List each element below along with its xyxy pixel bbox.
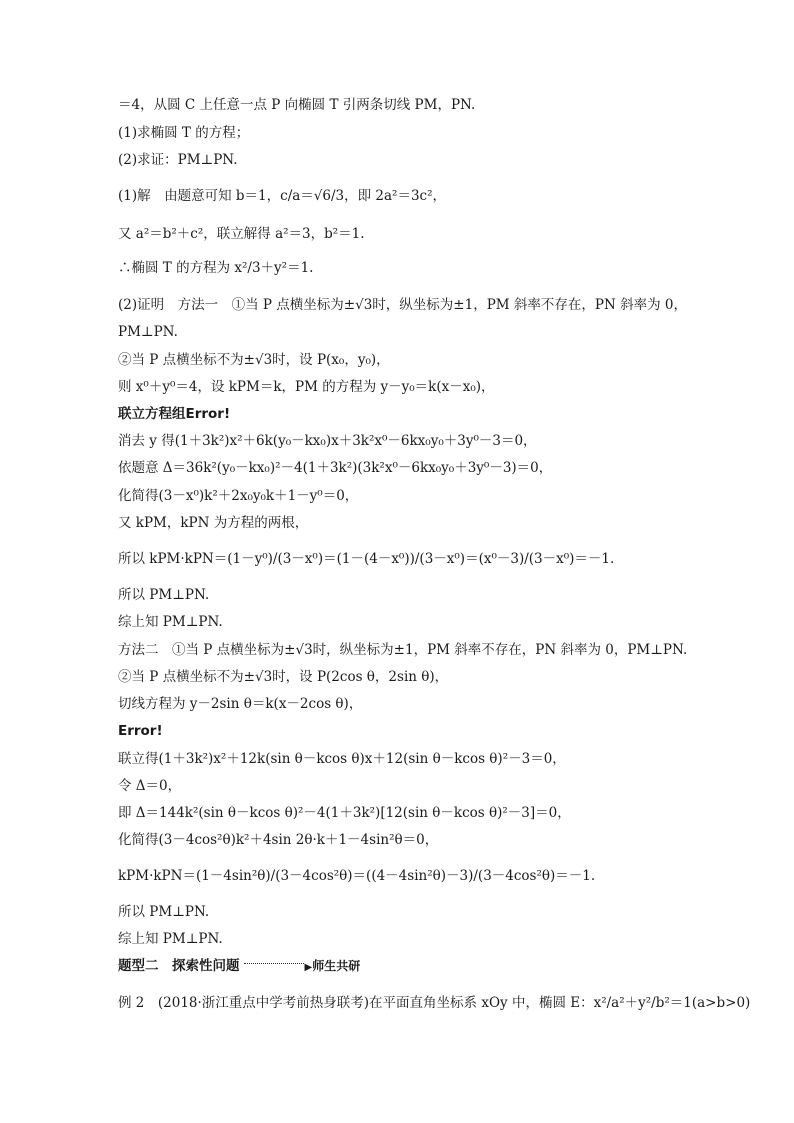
- text-line: ∴椭圆 T 的方程为 x²/3＋y²＝1.: [118, 260, 314, 276]
- text-line: PM⊥PN.: [118, 324, 178, 340]
- text-line: 联立得(1＋3k²)x²＋12k(sin θ－kcos θ)x＋12(sin θ－kcos θ)²－3＝0，: [118, 751, 566, 767]
- text-line: 综上知 PM⊥PN.: [118, 614, 223, 630]
- text-line: ②当 P 点横坐标不为±√3时，设 P(2cos θ，2sin θ)，: [118, 669, 449, 685]
- text-line: (2)求证：PM⊥PN.: [118, 152, 238, 168]
- dotted-leader: [244, 963, 304, 964]
- text-line: 所以 PM⊥PN.: [118, 904, 210, 920]
- text-line: 所以 kPM·kPN＝(1－y⁰)/(3－x⁰)＝(1－(4－x⁰))/(3－x⁰)＝(x⁰－3)/(3－x⁰)＝－1.: [118, 551, 615, 567]
- text-line: 令 Δ＝0，: [118, 778, 182, 794]
- text-line: 即 Δ＝144k²(sin θ－kcos θ)²－4(1＋3k²)[12(sin θ－kcos θ)²－3]＝0，: [118, 805, 571, 821]
- text-line: 综上知 PM⊥PN.: [118, 931, 223, 947]
- text-line: 所以 PM⊥PN.: [118, 587, 210, 603]
- arrow-icon: ▶: [304, 962, 313, 973]
- text-line: (2)证明 方法一 ①当 P 点横坐标为±√3时，纵坐标为±1，PM 斜率不存在，PN 斜率为 0，: [118, 297, 687, 313]
- text-line: 又 a²＝b²＋c²，联立解得 a²＝3，b²＝1.: [118, 226, 365, 242]
- text-line: 又 kPM，kPN 为方程的两根，: [118, 515, 309, 531]
- text-line: 化简得(3－x⁰)k²＋2x₀y₀k＋1－y⁰＝0，: [118, 488, 359, 504]
- text-line: 消去 y 得(1＋3k²)x²＋6k(y₀－kx₀)x＋3k²x⁰－6kx₀y₀＋3y⁰－3＝0，: [118, 433, 537, 449]
- text-line: ＝4，从圆 C 上任意一点 P 向椭圆 T 引两条切线 PM，PN.: [118, 97, 476, 113]
- text-line: 方法二 ①当 P 点横坐标为±√3时，纵坐标为±1，PM 斜率不存在，PN 斜率为 0，PM⊥PN.: [118, 642, 688, 658]
- text-line: 则 x⁰＋y⁰＝4，设 kPM＝k，PM 的方程为 y－y₀＝k(x－x₀)，: [118, 379, 495, 395]
- section-heading: [118, 957, 360, 977]
- text-line: 切线方程为 y－2sin θ＝k(x－2cos θ)，: [118, 696, 363, 712]
- text-line: 依题意 Δ＝36k²(y₀－kx₀)²－4(1＋3k²)(3k²x⁰－6kx₀y₀＋3y⁰－3)＝0，: [118, 460, 553, 476]
- section-tag: 师生共研: [312, 959, 361, 973]
- text-line: kPM·kPN＝(1－4sin²θ)/(3－4cos²θ)＝((4－4sin²θ)－3)/(3－4cos²θ)＝－1.: [118, 868, 596, 884]
- text-line: 化简得(3－4cos²θ)k²＋4sin 2θ·k＋1－4sin²θ＝0，: [118, 832, 439, 848]
- text-line: 联立方程组Error!: [118, 406, 231, 422]
- text-line: ②当 P 点横坐标不为±√3时，设 P(x₀，y₀)，: [118, 352, 390, 368]
- example-statement: 例 2 (2018·浙江重点中学考前热身联考)在平面直角坐标系 xOy 中，椭圆 E：x²/a²＋y²/b²＝1(a>b>0): [118, 995, 751, 1011]
- text-line: (1)求椭圆 T 的方程；: [118, 125, 250, 141]
- section-title: 题型二 探索性问题: [118, 958, 240, 974]
- text-line: Error!: [118, 723, 163, 739]
- text-line: (1)解 由题意可知 b＝1，c/a＝√6/3，即 2a²＝3c²，: [118, 188, 447, 204]
